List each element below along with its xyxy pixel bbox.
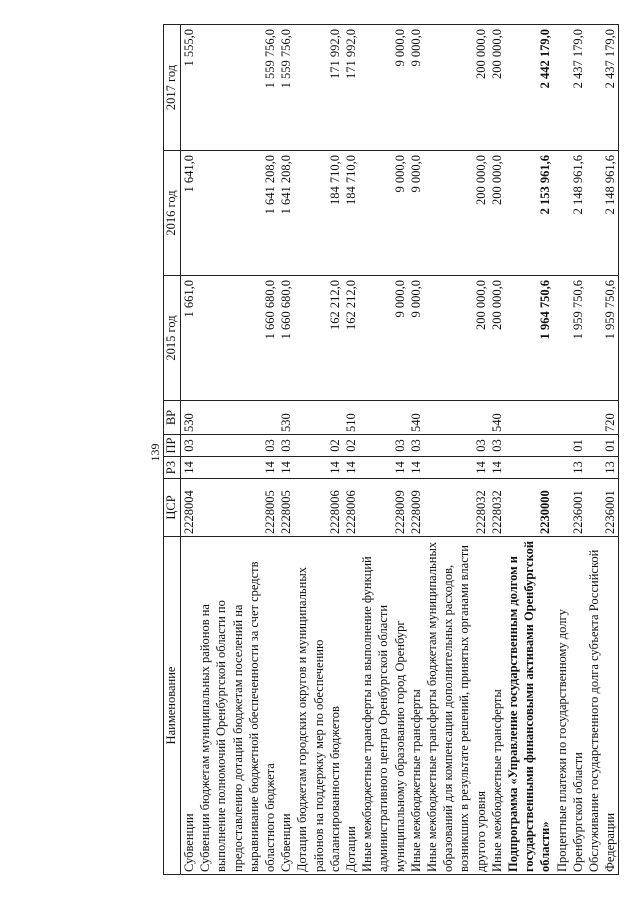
cell-rz: 14 (294, 457, 343, 479)
cell-2017: 171 992,0 (294, 25, 343, 151)
header-rz: РЗ (164, 457, 181, 479)
cell-name: Иные межбюджетные трансферты на выполнение функций административного центра Оренбургской области муниципальному образованию город Оренбург (359, 537, 408, 875)
cell-pr: 03 (197, 435, 278, 457)
cell-rz: 14 (278, 457, 294, 479)
cell-vr: 530 (278, 401, 294, 435)
cell-name: Дотации (343, 537, 359, 875)
cell-2016: 9 000,0 (408, 151, 424, 276)
cell-rz: 13 (586, 457, 619, 479)
cell-2015: 9 000,0 (359, 276, 408, 401)
cell-2016: 2 153 961,6 (505, 151, 554, 276)
cell-2016: 184 710,0 (343, 151, 359, 276)
cell-vr (197, 401, 278, 435)
cell-vr (424, 401, 489, 435)
cell-csr: 2236001 (586, 479, 619, 537)
cell-vr (554, 401, 586, 435)
table-row (408, 25, 424, 875)
cell-2017: 2 437 179,0 (586, 25, 619, 151)
cell-name: Иные межбюджетные трансферты бюджетам муниципальных образований для компенсации дополнительных расходов, возникших в результате решений, принятых органами власти другого уровня (424, 537, 489, 875)
cell-vr (505, 401, 554, 435)
cell-2016: 9 000,0 (359, 151, 408, 276)
cell-name: Подпрограмма «Управление государственным долгом и государственными финансовыми активами Оренбургской области» (505, 537, 554, 875)
header-vr: ВР (164, 401, 181, 435)
header-pr: ПР (164, 435, 181, 457)
cell-rz: 14 (343, 457, 359, 479)
cell-2015: 162 212,0 (294, 276, 343, 401)
budget-table (163, 24, 619, 875)
header-csr: ЦСР (164, 479, 181, 537)
cell-vr (359, 401, 408, 435)
cell-rz: 14 (359, 457, 408, 479)
cell-csr: 2228004 (181, 479, 198, 537)
cell-2015: 1 660 680,0 (278, 276, 294, 401)
cell-csr: 2228006 (294, 479, 343, 537)
cell-name: Дотации бюджетам городских округов и муниципальных районов на поддержку мер по обеспечению сбалансированности бюджетов (294, 537, 343, 875)
table-row (359, 25, 408, 875)
cell-csr: 2230000 (505, 479, 554, 537)
table-row (197, 25, 278, 875)
cell-vr: 720 (586, 401, 619, 435)
cell-rz: 14 (424, 457, 489, 479)
cell-vr: 540 (489, 401, 505, 435)
cell-2015: 9 000,0 (408, 276, 424, 401)
cell-rz: 13 (554, 457, 586, 479)
cell-pr: 02 (294, 435, 343, 457)
cell-2015: 1 959 750,6 (586, 276, 619, 401)
cell-pr: 03 (408, 435, 424, 457)
cell-2016: 2 148 961,6 (586, 151, 619, 276)
cell-2017: 9 000,0 (359, 25, 408, 151)
cell-2017: 2 442 179,0 (505, 25, 554, 151)
cell-rz: 14 (489, 457, 505, 479)
cell-2016: 1 641 208,0 (197, 151, 278, 276)
cell-2016: 1 641 208,0 (278, 151, 294, 276)
table-row (489, 25, 505, 875)
cell-pr: 03 (181, 435, 198, 457)
table-row (278, 25, 294, 875)
cell-name: Процентные платежи по государственному долгу Оренбургской области (554, 537, 586, 875)
table-body (181, 25, 619, 875)
cell-vr: 510 (343, 401, 359, 435)
cell-rz: 14 (181, 457, 198, 479)
table-row (181, 25, 198, 875)
cell-2017: 9 000,0 (408, 25, 424, 151)
cell-2015: 1 661,0 (181, 276, 198, 401)
table-row (294, 25, 343, 875)
table-header-row (164, 25, 181, 875)
cell-csr: 2228009 (359, 479, 408, 537)
cell-2015: 1 660 680,0 (197, 276, 278, 401)
cell-pr: 02 (343, 435, 359, 457)
cell-2017: 171 992,0 (343, 25, 359, 151)
cell-2016: 184 710,0 (294, 151, 343, 276)
page-number: 139 (148, 443, 162, 462)
cell-csr: 2228005 (278, 479, 294, 537)
table-row (586, 25, 619, 875)
cell-csr: 2228006 (343, 479, 359, 537)
cell-2016: 200 000,0 (489, 151, 505, 276)
cell-pr: 01 (554, 435, 586, 457)
cell-2015: 1 964 750,6 (505, 276, 554, 401)
cell-csr: 2228009 (408, 479, 424, 537)
cell-name: Обслуживание государственного долга субъекта Российской Федерации (586, 537, 619, 875)
cell-vr (294, 401, 343, 435)
cell-2015: 1 959 750,6 (554, 276, 586, 401)
cell-2016: 2 148 961,6 (554, 151, 586, 276)
header-2016: 2016 год (164, 151, 181, 276)
cell-name: Иные межбюджетные трансферты (408, 537, 424, 875)
header-name: Наименование (164, 537, 181, 875)
cell-rz: 14 (408, 457, 424, 479)
cell-2017: 200 000,0 (489, 25, 505, 151)
cell-csr: 2236001 (554, 479, 586, 537)
cell-rz: 14 (197, 457, 278, 479)
cell-2015: 200 000,0 (424, 276, 489, 401)
cell-name: Субвенции бюджетам муниципальных районов на выполнение полномочий Оренбургской области по предоставлению дотаций бюджетам поселений на выравнивание бюджетной обеспеченности за счет средств областного бюджета (197, 537, 278, 875)
cell-2016: 1 641,0 (181, 151, 198, 276)
cell-2017: 1 559 756,0 (197, 25, 278, 151)
cell-vr: 540 (408, 401, 424, 435)
table-row (343, 25, 359, 875)
cell-pr: 03 (278, 435, 294, 457)
cell-2017: 200 000,0 (424, 25, 489, 151)
cell-pr: 03 (489, 435, 505, 457)
cell-name: Иные межбюджетные трансферты (489, 537, 505, 875)
cell-pr: 03 (359, 435, 408, 457)
cell-2017: 1 559 756,0 (278, 25, 294, 151)
cell-pr (505, 435, 554, 457)
cell-2015: 162 212,0 (343, 276, 359, 401)
cell-vr: 530 (181, 401, 198, 435)
table-row (424, 25, 489, 875)
cell-pr: 03 (424, 435, 489, 457)
cell-2017: 1 555,0 (181, 25, 198, 151)
header-2017: 2017 год (164, 25, 181, 151)
cell-2017: 2 437 179,0 (554, 25, 586, 151)
cell-csr: 2228032 (489, 479, 505, 537)
cell-2016: 200 000,0 (424, 151, 489, 276)
table-row (505, 25, 554, 875)
cell-pr: 01 (586, 435, 619, 457)
cell-2015: 200 000,0 (489, 276, 505, 401)
header-2015: 2015 год (164, 276, 181, 401)
cell-name: Субвенции (278, 537, 294, 875)
cell-csr: 2228032 (424, 479, 489, 537)
cell-csr: 2228005 (197, 479, 278, 537)
cell-rz (505, 457, 554, 479)
cell-name: Субвенции (181, 537, 198, 875)
table-row (554, 25, 586, 875)
